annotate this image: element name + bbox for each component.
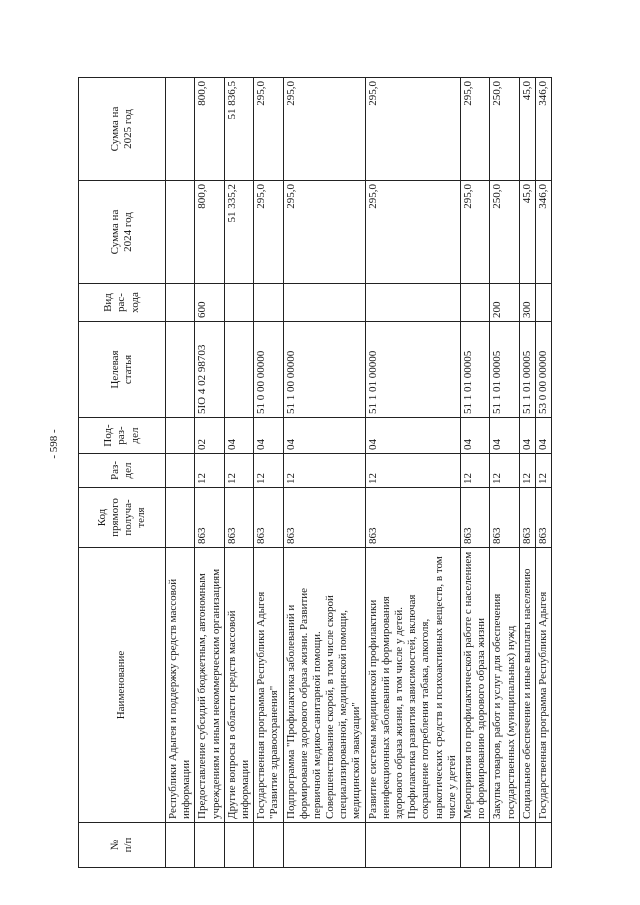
- table-header: [79, 78, 166, 868]
- cell-podrazdel: 02: [195, 418, 224, 454]
- cell-razdel: 12: [254, 454, 283, 488]
- cell-sum-2025: 250,0: [490, 78, 519, 181]
- cell-sum-2025: 295,0: [254, 78, 283, 181]
- cell-sum-2024: 51 335,2: [224, 181, 253, 284]
- cell-sum-2024: 45,0: [519, 181, 535, 284]
- cell-razdel: 12: [519, 454, 535, 488]
- header-num: № п/п: [79, 823, 166, 868]
- cell-podrazdel: 04: [224, 418, 253, 454]
- cell-sum-2024: 800,0: [195, 181, 224, 284]
- cell-name: Государственная программа Республики Адыгея: [535, 548, 551, 823]
- table-row: [283, 78, 365, 868]
- cell-code: 863: [254, 488, 283, 548]
- cell-razdel: 12: [195, 454, 224, 488]
- cell-sum-2024: 346,0: [535, 181, 551, 284]
- cell-num: [166, 823, 195, 868]
- cell-name: Предоставление субсидий бюджетным, автономным учреждениям и иным некоммерческим организациям: [195, 548, 224, 823]
- cell-razdel: 12: [224, 454, 253, 488]
- cell-code: 863: [283, 488, 365, 548]
- cell-sum-2025: 800,0: [195, 78, 224, 181]
- table-row: [460, 78, 489, 868]
- cell-article: 51 1 01 00005: [460, 322, 489, 418]
- cell-podrazdel: 04: [490, 418, 519, 454]
- table-body: [166, 78, 552, 868]
- cell-razdel: 12: [535, 454, 551, 488]
- cell-article: 51 1 01 00000: [365, 322, 460, 418]
- cell-sum-2024: [166, 181, 195, 284]
- cell-podrazdel: [166, 418, 195, 454]
- cell-num: [254, 823, 283, 868]
- cell-sum-2025: [166, 78, 195, 181]
- cell-name: Мероприятия по профилактической работе с населением по формированию здорового образа жизни: [460, 548, 489, 823]
- cell-sum-2024: 250,0: [490, 181, 519, 284]
- cell-podrazdel: 04: [254, 418, 283, 454]
- cell-num: [195, 823, 224, 868]
- cell-razdel: 12: [490, 454, 519, 488]
- cell-name: Республики Адыгея и поддержку средств массовой информации: [166, 548, 195, 823]
- cell-razdel: 12: [460, 454, 489, 488]
- cell-sum-2025: 346,0: [535, 78, 551, 181]
- header-vid: Вид рас- хода: [79, 284, 166, 322]
- cell-article: [166, 322, 195, 418]
- cell-num: [535, 823, 551, 868]
- cell-vid: 300: [519, 284, 535, 322]
- table-row: [254, 78, 283, 868]
- page-number: - 598 -: [48, 429, 60, 459]
- table-row: [490, 78, 519, 868]
- table-row: [195, 78, 224, 868]
- cell-code: 863: [195, 488, 224, 548]
- cell-razdel: 12: [365, 454, 460, 488]
- cell-sum-2024: 295,0: [254, 181, 283, 284]
- cell-article: [224, 322, 253, 418]
- cell-vid: 600: [195, 284, 224, 322]
- cell-podrazdel: 04: [535, 418, 551, 454]
- cell-podrazdel: 04: [365, 418, 460, 454]
- cell-razdel: [166, 454, 195, 488]
- cell-num: [224, 823, 253, 868]
- cell-podrazdel: 04: [460, 418, 489, 454]
- table-row: [519, 78, 535, 868]
- cell-podrazdel: 04: [283, 418, 365, 454]
- cell-num: [283, 823, 365, 868]
- cell-code: 863: [460, 488, 489, 548]
- cell-article: 51 1 01 00005: [519, 322, 535, 418]
- cell-code: 863: [490, 488, 519, 548]
- cell-article: 51 1 01 00005: [490, 322, 519, 418]
- cell-code: 863: [535, 488, 551, 548]
- cell-sum-2025: 295,0: [365, 78, 460, 181]
- header-sum-2025: Сумма на 2025 год: [79, 78, 166, 181]
- cell-vid: [365, 284, 460, 322]
- table-row: [535, 78, 551, 868]
- cell-num: [460, 823, 489, 868]
- header-name: Наименование: [79, 548, 166, 823]
- cell-name: Другие вопросы в области средств массовой информации: [224, 548, 253, 823]
- cell-name: Закупка товаров, работ и услуг для обеспечения государственных (муниципальных) нужд: [490, 548, 519, 823]
- cell-article: 51 0 00 00000: [254, 322, 283, 418]
- header-podrazdel: Под- раз- дел: [79, 418, 166, 454]
- table-row: [365, 78, 460, 868]
- cell-code: 863: [365, 488, 460, 548]
- cell-article: 53 0 00 00000: [535, 322, 551, 418]
- header-article: Целевая статья: [79, 322, 166, 418]
- budget-table: [78, 77, 552, 868]
- cell-vid: [535, 284, 551, 322]
- table-row: [224, 78, 253, 868]
- cell-code: [166, 488, 195, 548]
- header-sum-2024: Сумма на 2024 год: [79, 181, 166, 284]
- cell-name: Социальное обеспечение и иные выплаты населению: [519, 548, 535, 823]
- cell-vid: [254, 284, 283, 322]
- rotated-page: [78, 78, 553, 868]
- cell-num: [519, 823, 535, 868]
- cell-sum-2025: 51 836,5: [224, 78, 253, 181]
- cell-article: 51 1 00 00000: [283, 322, 365, 418]
- cell-vid: [283, 284, 365, 322]
- cell-razdel: 12: [283, 454, 365, 488]
- cell-name: Развитие системы медицинской профилактики неинфекционных заболеваний и формирования здорового образа жизни, в том числе у детей. Профилактика развития зависимостей, включая сокращение потребления табака, алкоголя, наркотических средств и психоактивных веществ, в том числе у детей: [365, 548, 460, 823]
- cell-podrazdel: 04: [519, 418, 535, 454]
- cell-code: 863: [224, 488, 253, 548]
- cell-name: Подпрограмма "Профилактика заболеваний и формирование здорового образа жизни. Развитие первичной медико-санитарной помощи. Совершенствование скорой, в том числе скорой специализированной, медицинской помощи, медицинской эвакуации": [283, 548, 365, 823]
- cell-sum-2024: 295,0: [365, 181, 460, 284]
- header-code: Код прямого получа- теля: [79, 488, 166, 548]
- cell-name: Государственная программа Республики Адыгея "Развитие здравоохранения": [254, 548, 283, 823]
- cell-sum-2024: 295,0: [460, 181, 489, 284]
- cell-sum-2025: 45,0: [519, 78, 535, 181]
- header-razdel: Раз- дел: [79, 454, 166, 488]
- cell-sum-2025: 295,0: [283, 78, 365, 181]
- cell-sum-2025: 295,0: [460, 78, 489, 181]
- cell-vid: [224, 284, 253, 322]
- cell-vid: 200: [490, 284, 519, 322]
- cell-code: 863: [519, 488, 535, 548]
- cell-sum-2024: 295,0: [283, 181, 365, 284]
- cell-article: 5IO 4 02 98703: [195, 322, 224, 418]
- table-row: [166, 78, 195, 868]
- cell-num: [365, 823, 460, 868]
- cell-vid: [460, 284, 489, 322]
- cell-vid: [166, 284, 195, 322]
- cell-num: [490, 823, 519, 868]
